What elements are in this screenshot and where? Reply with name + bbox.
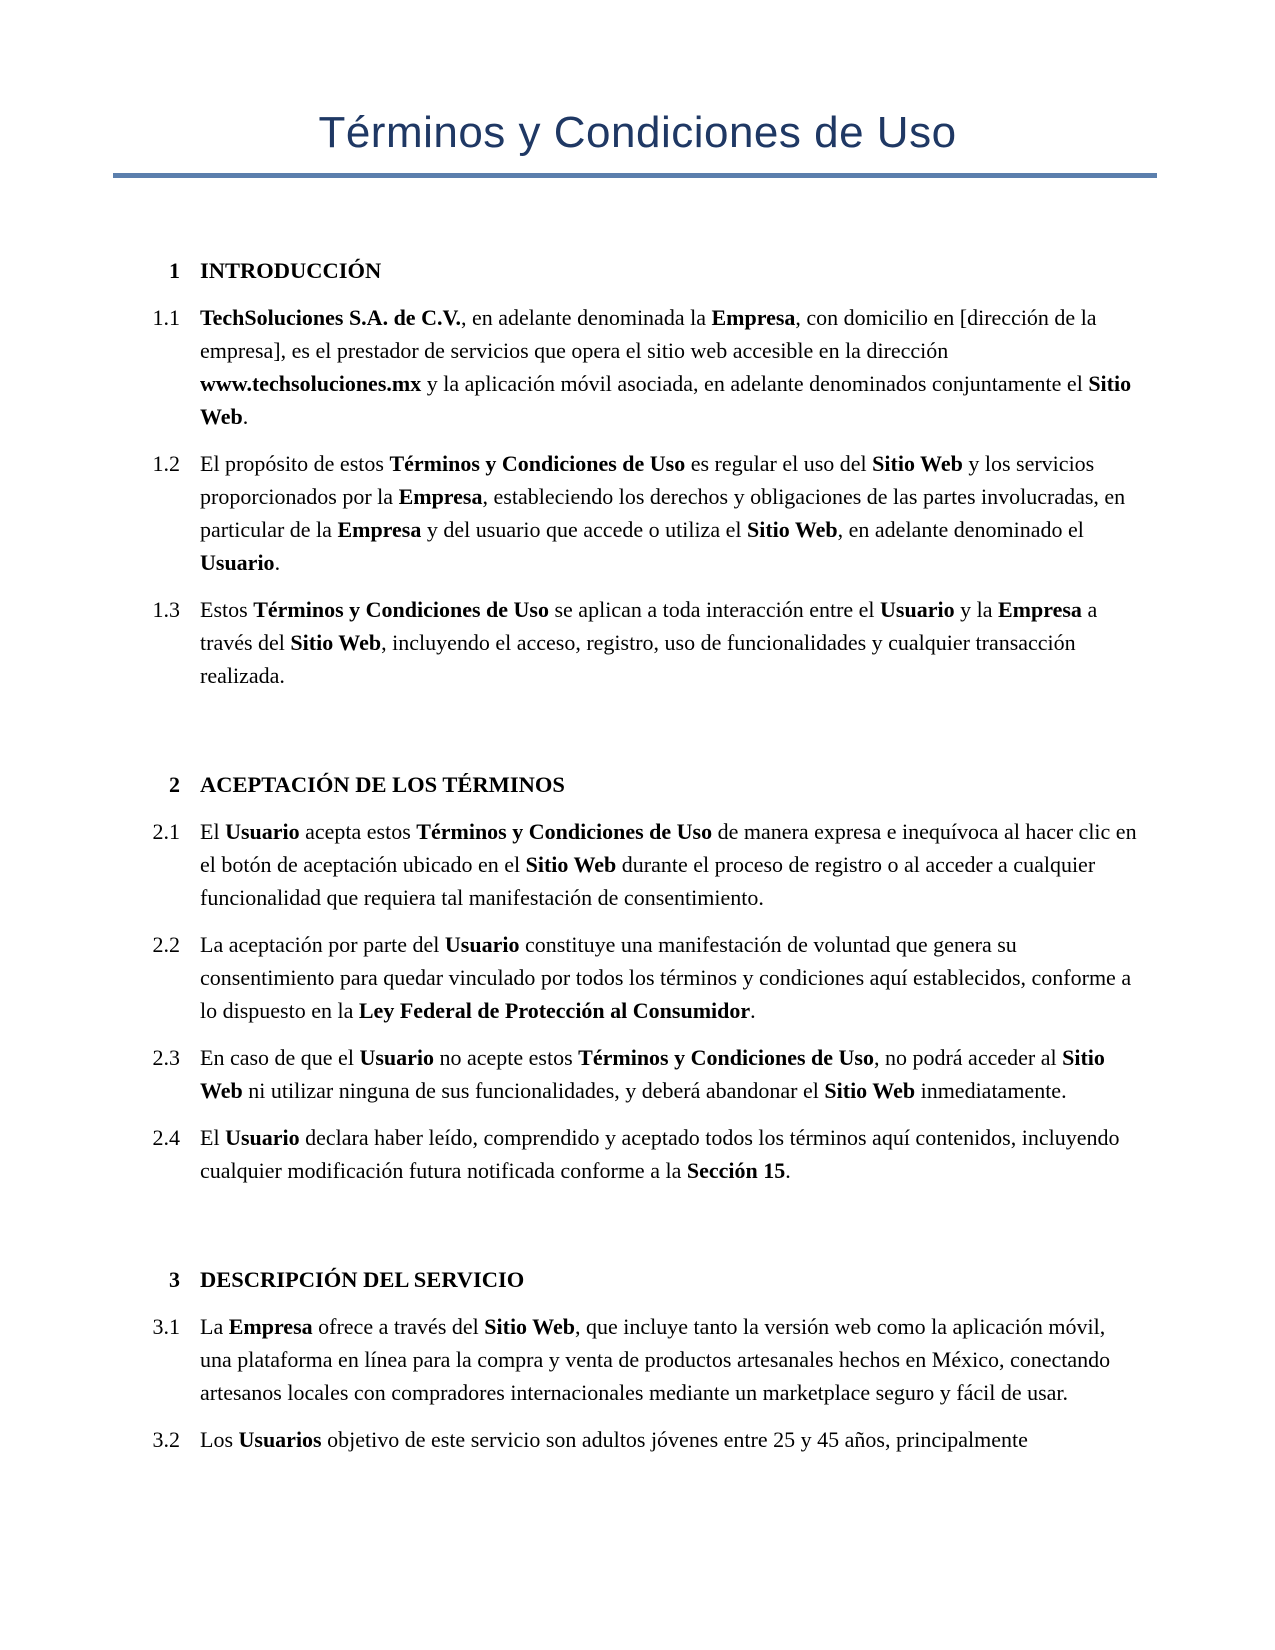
title-rule (113, 173, 1157, 178)
clause-number: 2.4 (152, 1125, 180, 1150)
clause (113, 815, 1157, 914)
clause-number: 1.1 (152, 305, 180, 330)
section-heading-text: ACEPTACIÓN DE LOS TÉRMINOS (200, 772, 565, 797)
document-title: Términos y Condiciones de Uso (318, 108, 957, 157)
section-number: 2 (169, 772, 180, 797)
clause (113, 1423, 1157, 1456)
clause (113, 301, 1157, 433)
clause (113, 1041, 1157, 1107)
clause-text: El Usuario declara haber leído, comprendido y aceptado todos los términos aquí contenidos, incluyendo cualquier modificación futura notificada conforme a la Sección 15. (200, 1125, 1120, 1183)
section-heading-text: DESCRIPCIÓN DEL SERVICIO (200, 1267, 525, 1292)
clause-text: Los Usuarios objetivo de este servicio son adultos jóvenes entre 25 y 45 años, principalmente (200, 1427, 1028, 1452)
clause-text: La aceptación por parte del Usuario constituye una manifestación de voluntad que genera su consentimiento para quedar vinculado por todos los términos y condiciones aquí establecidos, conforme a lo dispuesto en la Ley Federal de Protección al Consumidor. (200, 932, 1132, 1023)
clause-text: Estos Términos y Condiciones de Uso se aplican a toda interacción entre el Usuario y la Empresa a través del Sitio Web, incluyendo el acceso, registro, uso de funcionalidades y cualquier transacción realizada. (200, 597, 1098, 688)
clause-number: 2.3 (152, 1045, 180, 1070)
clause-number: 2.1 (152, 819, 180, 844)
clause-number: 1.2 (152, 451, 180, 476)
section-heading (113, 768, 1157, 801)
document-body (113, 254, 1157, 1456)
clause-text: En caso de que el Usuario no acepte estos Términos y Condiciones de Uso, no podrá acceder al Sitio Web ni utilizar ninguna de sus funcionalidades, y deberá abandonar el Sitio Web inmediatamente. (200, 1045, 1105, 1103)
clause-number: 1.3 (152, 597, 180, 622)
clause (113, 928, 1157, 1027)
section (113, 1263, 1157, 1456)
clause-number: 3.1 (152, 1314, 180, 1339)
section-number: 1 (169, 258, 180, 283)
section-heading-text: INTRODUCCIÓN (200, 258, 382, 283)
section-heading (113, 1263, 1157, 1296)
clause-text: TechSoluciones S.A. de C.V., en adelante denominada la Empresa, con domicilio en [dirección de la empresa], es el prestador de servicios que opera el sitio web accesible en la dirección www.techsoluciones.mx y la aplicación móvil asociada, en adelante denominados conjuntamente el Sitio Web. (200, 305, 1132, 429)
clause-text: El propósito de estos Términos y Condiciones de Uso es regular el uso del Sitio Web y los servicios proporcionados por la Empresa, estableciendo los derechos y obligaciones de las partes involucradas, en particular de la Empresa y del usuario que accede o utiliza el Sitio Web, en adelante denominado el Usuario. (200, 451, 1126, 575)
clause-number: 2.2 (152, 932, 180, 957)
clause (113, 447, 1157, 579)
section-number: 3 (169, 1267, 180, 1292)
clause (113, 593, 1157, 692)
clause-number: 3.2 (152, 1427, 180, 1452)
clause-text: El Usuario acepta estos Términos y Condiciones de Uso de manera expresa e inequívoca al hacer clic en el botón de aceptación ubicado en el Sitio Web durante el proceso de registro o al acceder a cualquier funcionalidad que requiera tal manifestación de consentimiento. (200, 819, 1137, 910)
clause-text: La Empresa ofrece a través del Sitio Web, que incluye tanto la versión web como la aplicación móvil, una plataforma en línea para la compra y venta de productos artesanales hechos en México, conectando artesanos locales con compradores internacionales mediante un marketplace seguro y fácil de usar. (200, 1314, 1111, 1405)
clause (113, 1310, 1157, 1409)
section-heading (113, 254, 1157, 287)
section (113, 768, 1157, 1187)
section (113, 254, 1157, 692)
clause (113, 1121, 1157, 1187)
